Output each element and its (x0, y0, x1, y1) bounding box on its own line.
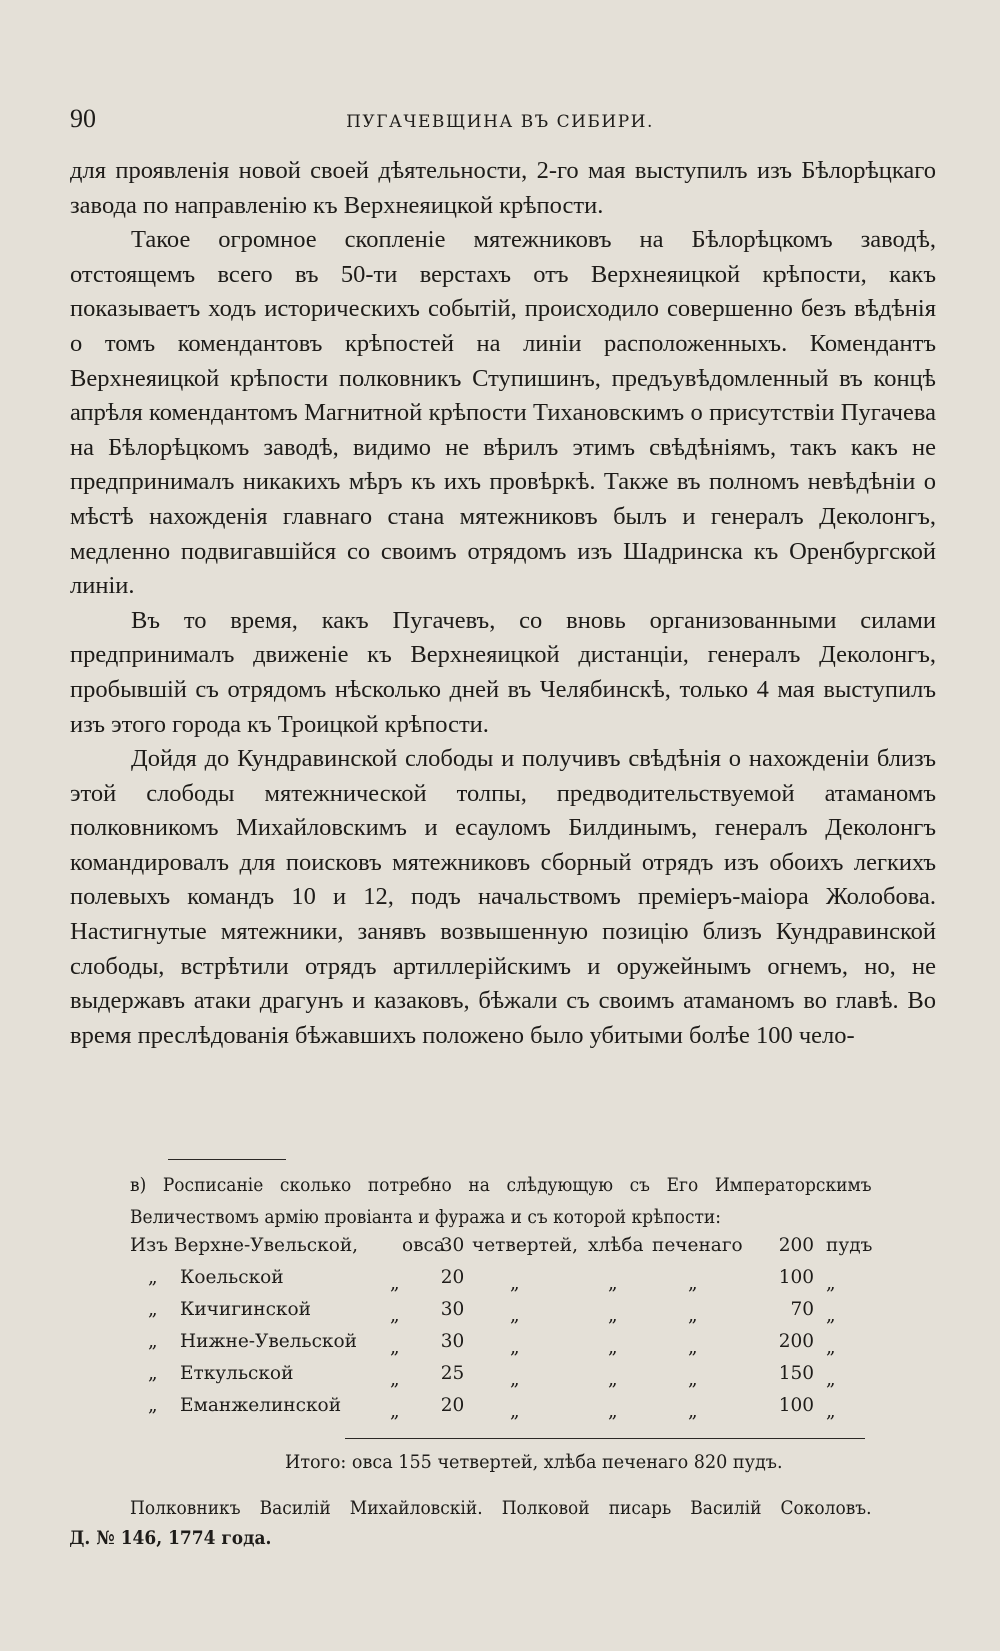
table-row (0, 1267, 1000, 1297)
bread-amount: 100 (778, 1267, 814, 1288)
oats-amount: 30 (440, 1331, 465, 1352)
provisions-table (0, 1235, 1000, 1445)
bread-amount: 70 (790, 1299, 814, 1320)
ditto-mark: „ (826, 1401, 836, 1422)
oats-unit: четвертей, (472, 1235, 579, 1256)
ditto-mark: „ (510, 1273, 520, 1294)
bread-unit: пудъ (826, 1235, 873, 1256)
archive-reference: Д. № 146, 1774 года. (69, 1528, 272, 1549)
ditto-mark: „ (608, 1401, 618, 1422)
ditto-mark: „ (510, 1337, 520, 1358)
table-row (0, 1299, 1000, 1329)
ditto-mark: „ (390, 1337, 400, 1358)
fortress-name: Изъ Верхне-Увельской, (130, 1235, 359, 1256)
ditto-mark: „ (688, 1337, 698, 1358)
ditto-mark: „ (826, 1369, 836, 1390)
bread-amount: 100 (778, 1395, 814, 1416)
ditto-mark: „ (148, 1267, 158, 1288)
ditto-mark: „ (826, 1337, 836, 1358)
ditto-mark: „ (608, 1273, 618, 1294)
paragraph: Дойдя до Кундравинской слободы и получивъ свѣдѣнія о нахожденіи близъ этой слободы мятежнической толпы, предводительствуемой атаманомъ полковникомъ Михайловскимъ и есауломъ Билдинымъ, генералъ Деколонгъ командировалъ для поисковъ мятежниковъ сборный отрядъ изъ обоихъ легкихъ полевыхъ командъ 10 и 12, подъ начальствомъ преміеръ-маіора Жолобова. Настигнутые мятежники, занявъ возвышенную позицію близъ Кундравинской слободы, встрѣтили отрядъ артиллерійскимъ и оружейнымъ огнемъ, но, не выдержавъ атаки драгунъ и казаковъ, бѣжали съ своимъ атаманомъ во главѣ. Во время преслѣдованія бѣжавшихъ положено было убитыми болѣе 100 чело- (70, 745, 936, 1049)
table-row (0, 1331, 1000, 1361)
fortress-name: Еткульской (180, 1363, 294, 1384)
bread-amount: 200 (778, 1235, 814, 1256)
ditto-mark: „ (390, 1273, 400, 1294)
table-total-rule (345, 1438, 865, 1439)
oats-amount: 20 (440, 1395, 465, 1416)
bread-word: хлѣба (588, 1235, 644, 1256)
main-text (70, 154, 936, 1053)
ditto-mark: „ (510, 1305, 520, 1326)
ditto-mark: „ (148, 1299, 158, 1320)
footnote-divider (168, 1159, 286, 1160)
table-row (0, 1363, 1000, 1393)
oats-amount: 30 (440, 1299, 465, 1320)
oats-amount: 20 (440, 1267, 465, 1288)
ditto-mark: „ (390, 1369, 400, 1390)
ditto-mark: „ (688, 1273, 698, 1294)
oats-amount: 25 (440, 1363, 465, 1384)
oats-amount: 30 (440, 1235, 465, 1256)
fortress-name: Еманжелинской (180, 1395, 342, 1416)
ditto-mark: „ (510, 1401, 520, 1422)
paragraph: Въ то время, какъ Пугачевъ, со вновь организованными силами предпринималъ движеніе къ Верхнеяицкой дистанціи, генералъ Деколонгъ, пробывшій съ отрядомъ нѣсколько дней въ Челябинскѣ, только 4 мая выступилъ изъ этого города къ Троицкой крѣпости. (70, 606, 936, 738)
bread-kind: печенаго (652, 1235, 743, 1256)
ditto-mark: „ (826, 1305, 836, 1326)
running-title: ПУГАЧЕВЩИНА ВЪ СИБИРИ. (346, 112, 654, 132)
ditto-mark: „ (390, 1305, 400, 1326)
footnote (130, 1170, 872, 1234)
footnote-text: в) Росписаніе сколько потребно на слѣдующую съ Его Императорскимъ Величествомъ армію провіанта и фуража и съ которой крѣпости: (130, 1175, 872, 1228)
paragraph: Такое огромное скопленіе мятежниковъ на Бѣлорѣцкомъ заводѣ, отстоящемъ всего въ 50-ти верстахъ отъ Верхнеяицкой крѣпости, какъ показываетъ ходъ историческихъ событій, происходило совершенно безъ вѣдѣнія о томъ комендантовъ крѣпостей на линіи расположенныхъ. Комендантъ Верхнеяицкой крѣпости полковникъ Ступишинъ, предъувѣдомленный въ концѣ апрѣля комендантомъ Магнитной крѣпости Тихановскимъ о присутствіи Пугачева на Бѣлорѣцкомъ заводѣ, видимо не вѣрилъ этимъ свѣдѣніямъ, такъ какъ не предпринималъ никакихъ мѣръ къ ихъ провѣркѣ. Также въ полномъ невѣдѣніи о мѣстѣ нахожденія главнаго стана мятежниковъ былъ и генералъ Деколонгъ, медленно подвигавшійся со своимъ отрядомъ изъ Шадринска къ Оренбургской линіи. (70, 226, 936, 600)
page-header (70, 104, 930, 144)
ditto-mark: „ (688, 1369, 698, 1390)
fortress-name: Кичигинской (180, 1299, 311, 1320)
signature-line: Полковникъ Василій Михайловскій. Полковой писарь Василій Соколовъ. (130, 1498, 872, 1519)
paragraph-continuation: для проявленія новой своей дѣятельности, 2-го мая выступилъ изъ Бѣлорѣцкаго завода по направленію къ Верхнеяицкой крѣпости. (70, 157, 936, 219)
table-row (0, 1395, 1000, 1425)
bread-amount: 150 (778, 1363, 814, 1384)
oats-word: овса (402, 1235, 445, 1256)
ditto-mark: „ (608, 1369, 618, 1390)
ditto-mark: „ (148, 1331, 158, 1352)
fortress-name: Коельской (180, 1267, 284, 1288)
ditto-mark: „ (608, 1305, 618, 1326)
table-total: Итого: овса 155 четвертей, хлѣба печенаго 820 пудъ. (285, 1452, 783, 1473)
ditto-mark: „ (608, 1337, 618, 1358)
footnote-signature-block (69, 1494, 872, 1554)
ditto-mark: „ (390, 1401, 400, 1422)
ditto-mark: „ (826, 1273, 836, 1294)
ditto-mark: „ (688, 1401, 698, 1422)
table-row (0, 1235, 1000, 1265)
bread-amount: 200 (778, 1331, 814, 1352)
ditto-mark: „ (688, 1305, 698, 1326)
ditto-mark: „ (510, 1369, 520, 1390)
ditto-mark: „ (148, 1395, 158, 1416)
page-number: 90 (70, 104, 96, 133)
ditto-mark: „ (148, 1363, 158, 1384)
fortress-name: Нижне-Увельской (180, 1331, 357, 1352)
